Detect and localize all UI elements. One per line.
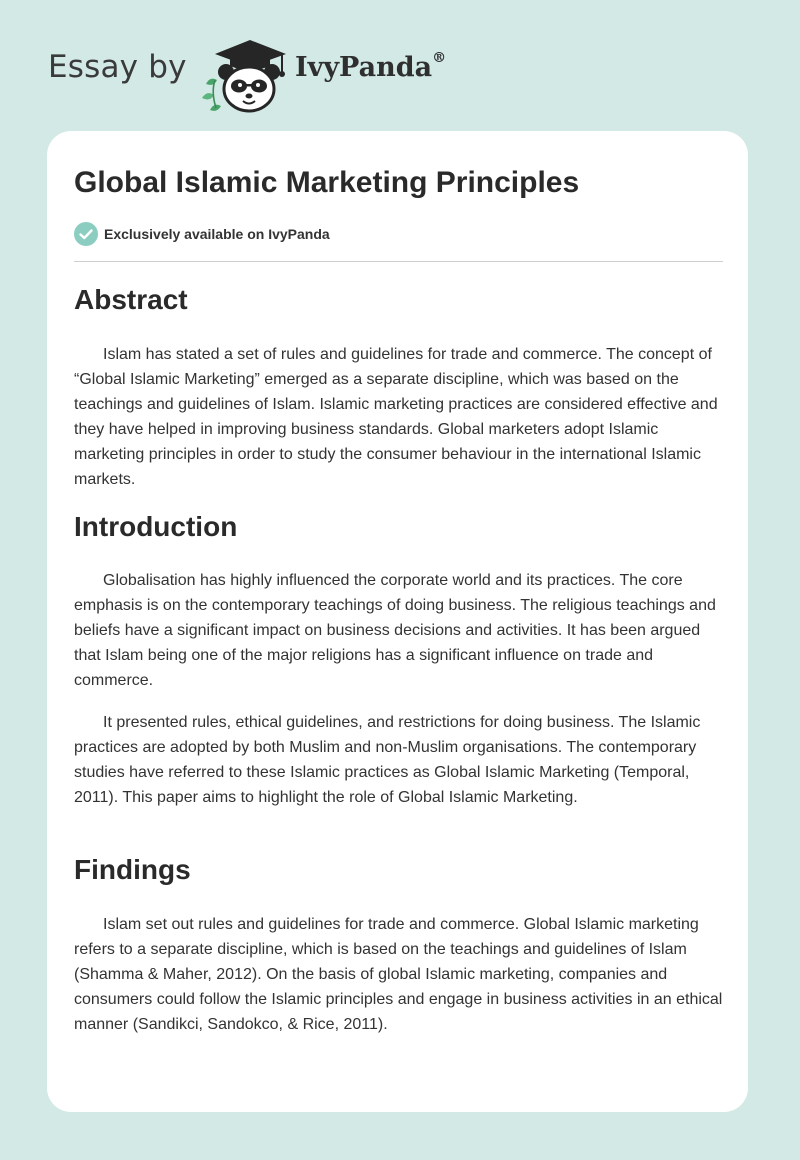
section-heading-introduction: Introduction [74,511,238,542]
section-heading-findings: Findings [74,854,191,885]
divider [74,261,723,262]
exclusive-badge-label: Exclusively available on IvyPanda [104,226,330,242]
exclusive-badge [74,222,330,246]
registered-mark: ® [432,50,447,66]
page-title: Global Islamic Marketing Principles [74,166,580,199]
essay-card [47,131,748,1112]
brand-name: IvyPanda® [295,50,447,83]
brand-prefix: Essay by [48,49,187,85]
section-heading-abstract: Abstract [74,284,188,315]
paragraph-introduction-2: It presented rules, ethical guidelines, and restrictions for doing business. The Islamic practices are adopted by both Muslim and non-Muslim organisations. The contemporary studies have referred to these Islamic practices as Global Islamic Marketing (Temporal, 2011). This paper aims to highlight the role of Global Islamic Marketing. [74,714,701,806]
paragraph-introduction-1: Globalisation has highly influenced the corporate world and its practices. The core emphasis is on the contemporary teachings of doing business. The religious teachings and beliefs have a significant impact on business decisions and activities. It has been argued that Islam being one of the major religions has a significant influence on trade and commerce. [74,572,716,689]
brand-header [48,30,508,114]
check-circle-icon [74,222,98,246]
paragraph-findings-1: Islam set out rules and guidelines for trade and commerce. Global Islamic marketing refers to a separate discipline, which is based on the teachings and guidelines of Islam (Shamma & Maher, 2012). On the basis of global Islamic marketing, companies and consumers could follow the Islamic principles and engage in business activities in an ethical manner (Sandikci, Sandokco, & Rice, 2011). [74,916,723,1033]
paragraph-abstract-1: Islam has stated a set of rules and guidelines for trade and commerce. The concept of “Global Islamic Marketing” emerged as a separate discipline, which was based on the teachings and guidelines of Islam. Islamic marketing practices are considered effective and they have helped in improving business standards. Global marketers adopt Islamic marketing principles in order to study the consumer behaviour in the international Islamic markets. [74,346,718,488]
panda-graduate-icon [200,36,296,114]
